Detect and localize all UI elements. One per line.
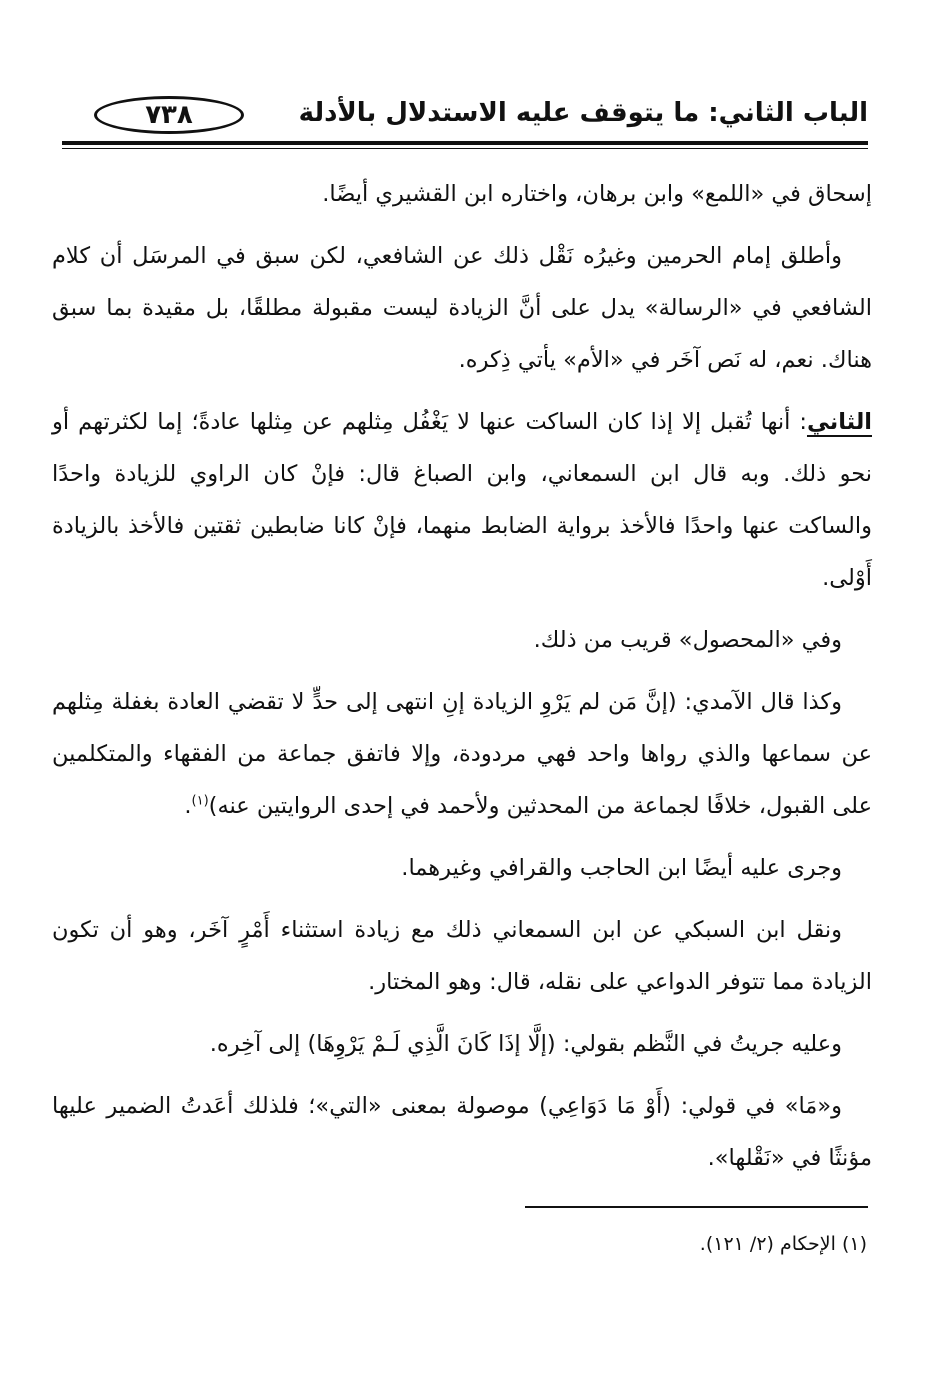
page-header xyxy=(52,92,878,144)
paragraph-5-text: وكذا قال الآمدي: (إنَّ مَن لم يَرْوِ الزيادة إنِ انتهى إلى حدٍّ لا تقضي العادة بغفلة مِثلهم عن سماعها والذي رواها واحد فهي مردودة، وإلا فاتفق جماعة من الفقهاء والمتكلمين على القبول، خلافًا لجماعة من المحدثين ولأحمد في إحدى الروايتين عنه) xyxy=(52,689,872,819)
paragraph-3 xyxy=(52,396,872,604)
footnote: (١) الإحكام (٢/ ١٢١). xyxy=(699,1233,867,1255)
paragraph-1: إسحاق في «اللمع» وابن برهان، واختاره ابن القشيري أيضًا. xyxy=(322,181,872,207)
paragraph-3-text: : أنها تُقبل إلا إذا كان الساكت عنها لا يَغْفُل مِثلهم عن مِثلها عادةً؛ إما لكثرتهم أو نحو ذلك. وبه قال ابن السمعاني، وابن الصباغ قال: فإنْ كان الراوي للزيادة واحدًا والساكت عنها واحدًا فالأخذ برواية الضابط منهما، فإنْ كانا ضابطين ثقتين فالأخذ بالزيادة أَوْلى. xyxy=(52,409,872,591)
paragraph-8: وعليه جريتُ في النَّظم بقولي: (إلَّا إذَا كَانَ الَّذِي لَـمْ يَرْوِهَا) إلى آخِره. xyxy=(209,1031,842,1057)
chapter-title: الباب الثاني: ما يتوقف عليه الاستدلال بالأدلة xyxy=(298,98,868,128)
paragraph-5-end: . xyxy=(184,793,192,819)
paragraph-5 xyxy=(52,676,872,832)
paragraph-6: وجرى عليه أيضًا ابن الحاجب والقرافي وغيرهما. xyxy=(401,855,842,881)
paragraph-2: وأطلق إمام الحرمين وغيرُه نَقْل ذلك عن الشافعي، لكن سبق في المرسَل أن كلام الشافعي في «الرسالة» يدل على أنَّ الزيادة ليست مقبولة مطلقًا، بل مقيدة بما سبق هناك. نعم، له نَص آخَر في «الأم» يأتي ذِكره. xyxy=(52,243,872,373)
page-number: ٧٣٨ xyxy=(94,96,244,134)
header-rule-thick xyxy=(62,141,868,145)
section-label-second: الثاني xyxy=(806,409,872,435)
footnote-reference[interactable]: (١) xyxy=(191,793,209,809)
paragraph-4: وفي «المحصول» قريب من ذلك. xyxy=(533,627,842,653)
header-rule-thin xyxy=(62,148,868,149)
page-body xyxy=(52,168,872,1194)
footnote-separator xyxy=(525,1206,868,1208)
paragraph-7: ونقل ابن السبكي عن ابن السمعاني ذلك مع زيادة استثناء أَمْرٍ آخَر، وهو أن تكون الزيادة مما تتوفر الدواعي على نقله، قال: وهو المختار. xyxy=(52,917,872,995)
paragraph-9: و«مَا» في قولي: (أَوْ مَا دَوَاعِي) موصولة بمعنى «التي»؛ فلذلك أعَدتُ الضمير عليها مؤنثًا في «نَقْلها». xyxy=(52,1093,872,1171)
